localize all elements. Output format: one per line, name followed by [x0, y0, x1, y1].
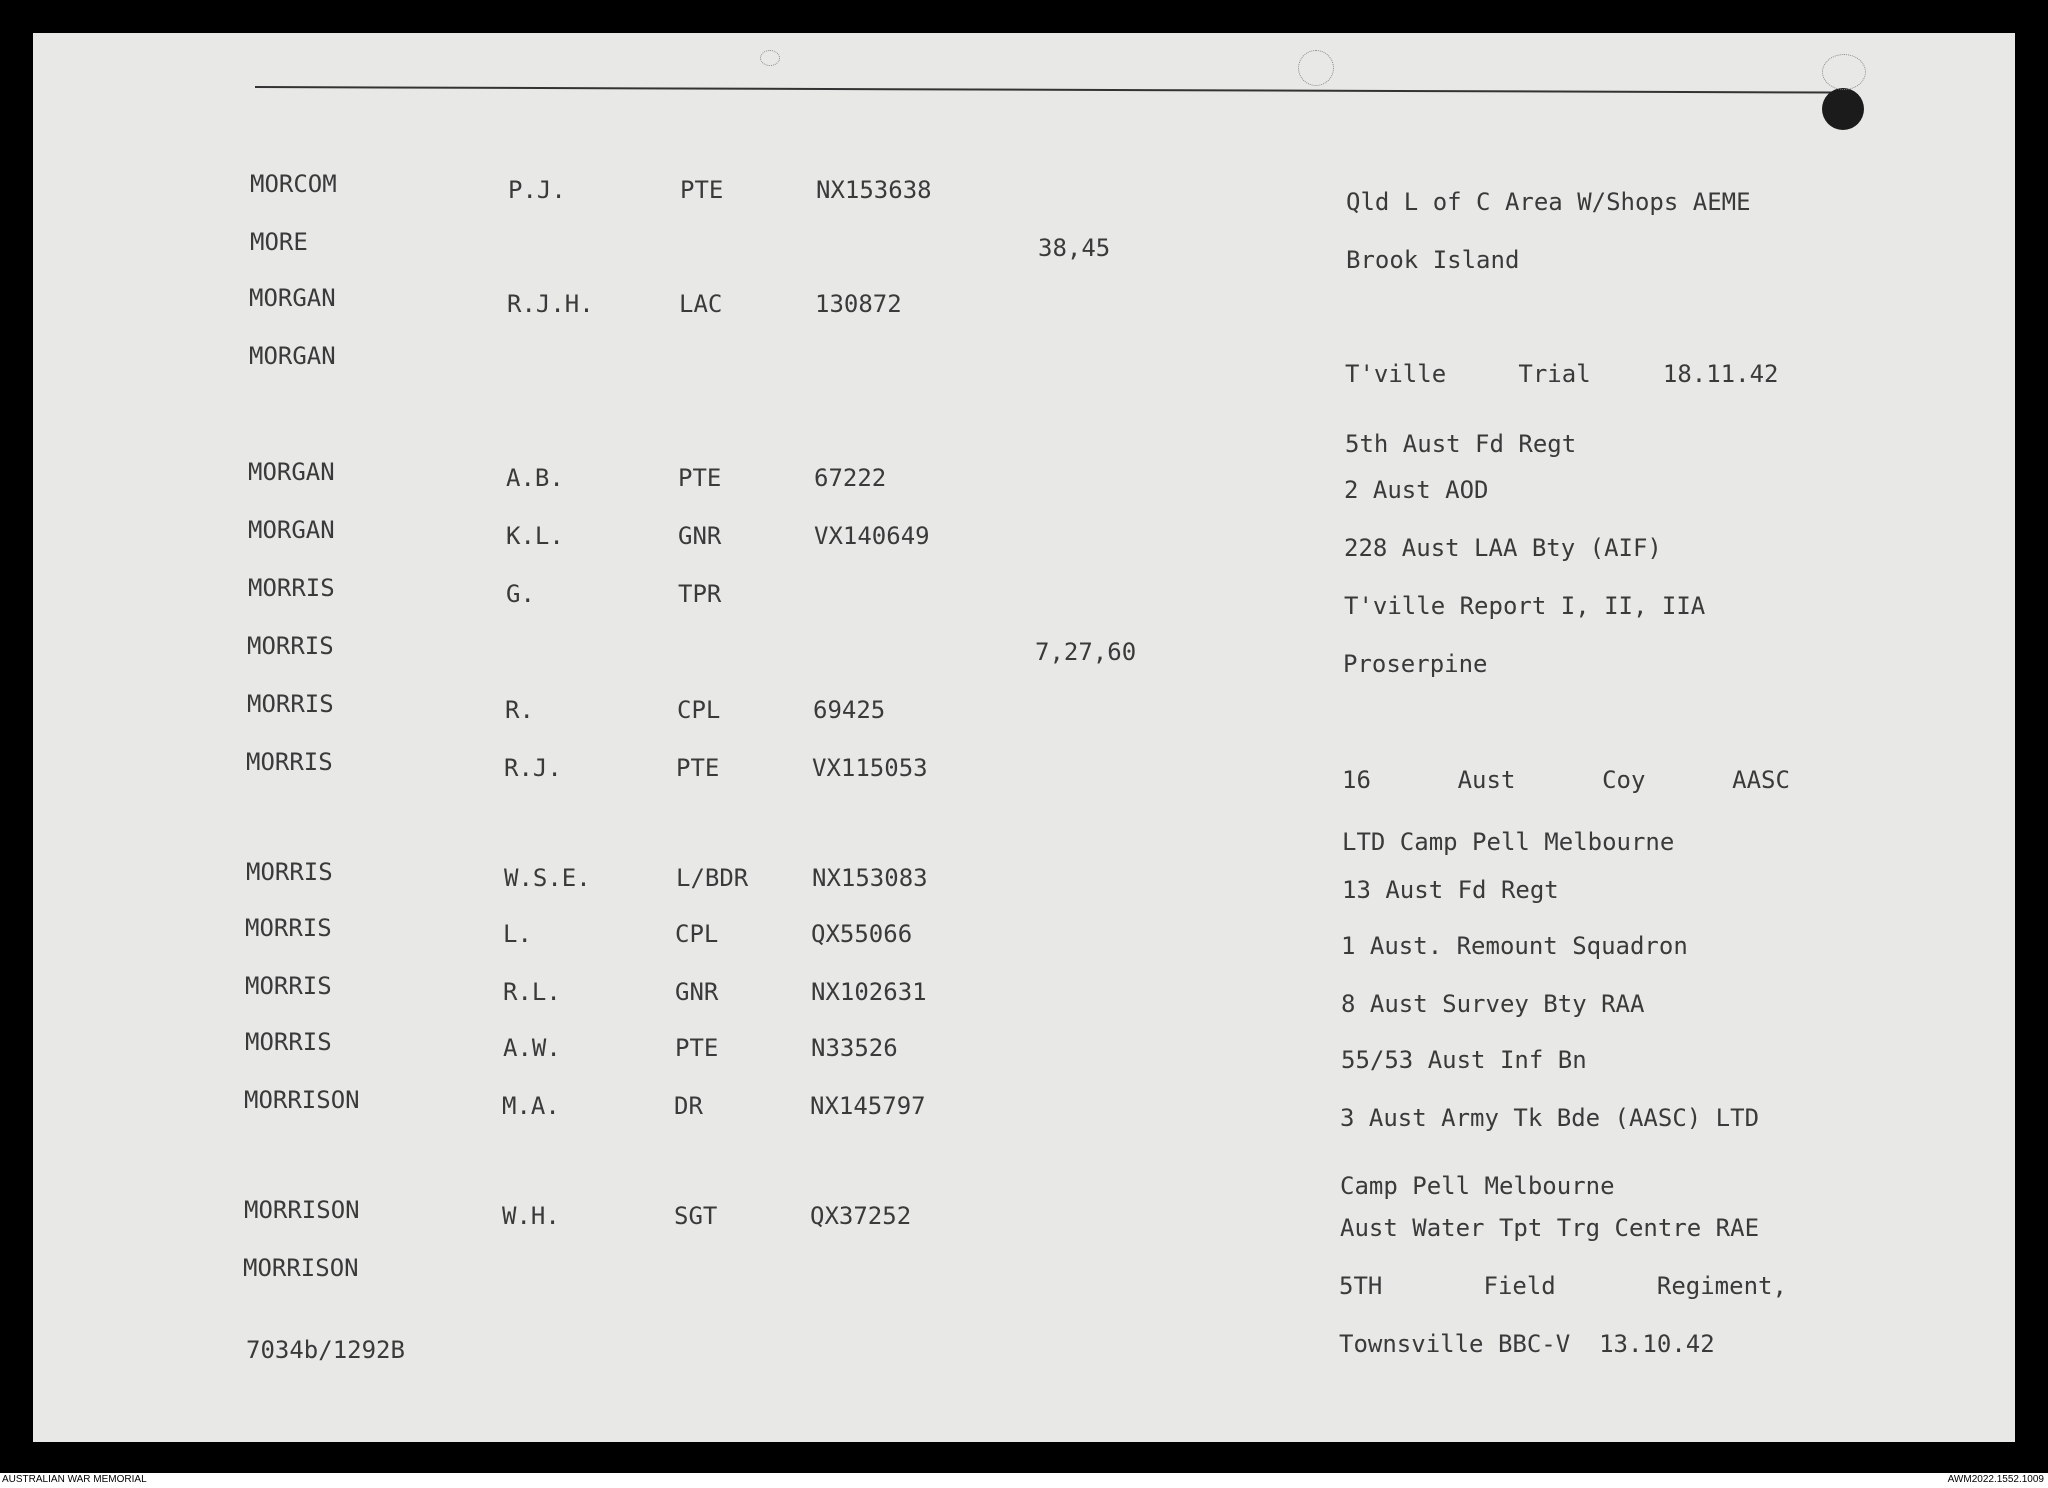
entry-rank: GNR — [675, 978, 719, 1006]
entry-unit: Townsville BBC-V 13.10.42 — [1339, 1330, 1715, 1358]
entry-unit: 2 Aust AOD — [1344, 476, 1489, 504]
entry-initials: A.W. — [503, 1034, 561, 1062]
entry-unit: 5TH Field Regiment, — [1339, 1272, 1787, 1300]
entry-pages: 7,27,60 — [1035, 638, 1137, 666]
entry-number: VX140649 — [814, 522, 930, 550]
entry-surname: MORRISON — [243, 1254, 359, 1282]
entry-initials: W.H. — [502, 1202, 560, 1230]
entry-unit: T'ville Report I, II, IIA — [1344, 592, 1706, 620]
entry-unit: 55/53 Aust Inf Bn — [1341, 1046, 1587, 1074]
entry-rank: LAC — [679, 290, 723, 318]
entry-number: N33526 — [811, 1034, 898, 1062]
entry-rank: TPR — [678, 580, 722, 608]
entry-unit: 8 Aust Survey Bty RAA — [1341, 990, 1645, 1018]
entry-number: 69425 — [813, 696, 886, 724]
entry-surname: MORRISON — [244, 1086, 360, 1114]
entry-initials: R. — [505, 696, 534, 724]
entry-surname: MORRIS — [245, 972, 332, 1000]
entry-initials: P.J. — [508, 176, 566, 204]
entry-surname: MORRIS — [248, 574, 335, 602]
entry-number: QX37252 — [810, 1202, 912, 1230]
entry-number: NX153638 — [816, 176, 932, 204]
entry-initials: R.L. — [503, 978, 561, 1006]
entry-number: 130872 — [815, 290, 902, 318]
footer-institution: AUSTRALIAN WAR MEMORIAL — [2, 1474, 147, 1485]
entry-unit: 5th Aust Fd Regt — [1345, 430, 1577, 458]
entry-surname: MORGAN — [248, 516, 335, 544]
entry-unit: Brook Island — [1346, 246, 1520, 274]
footer-bar — [0, 1473, 2048, 1488]
entry-unit: Aust Water Tpt Trg Centre RAE — [1340, 1214, 1760, 1242]
entry-rank: DR — [674, 1092, 703, 1120]
punch-hole — [1822, 88, 1864, 130]
paper-speck — [1822, 54, 1866, 90]
entry-initials: R.J. — [504, 754, 562, 782]
entry-surname: MORE — [250, 228, 308, 256]
entry-unit: 3 Aust Army Tk Bde (AASC) LTD — [1340, 1104, 1760, 1132]
entry-number: VX115053 — [812, 754, 928, 782]
reference-code: 7034b/1292B — [246, 1336, 405, 1364]
entry-rank: L/BDR — [676, 864, 749, 892]
entry-surname: MORRIS — [246, 858, 333, 886]
entry-surname: MORGAN — [249, 284, 336, 312]
entry-surname: MORCOM — [250, 170, 337, 198]
entry-number: NX145797 — [810, 1092, 926, 1120]
entry-rank: PTE — [675, 1034, 719, 1062]
entry-surname: MORRISON — [244, 1196, 360, 1224]
entry-unit: Proserpine — [1343, 650, 1488, 678]
paper-speck — [1298, 50, 1334, 86]
entry-surname: MORGAN — [248, 458, 335, 486]
entry-rank: GNR — [678, 522, 722, 550]
entry-unit: 16 Aust Coy AASC — [1342, 766, 1790, 794]
entry-unit: LTD Camp Pell Melbourne — [1342, 828, 1675, 856]
entry-surname: MORRIS — [245, 1028, 332, 1056]
entry-rank: CPL — [677, 696, 721, 724]
entry-rank: SGT — [674, 1202, 718, 1230]
entry-number: NX153083 — [812, 864, 928, 892]
entry-number: NX102631 — [811, 978, 927, 1006]
entry-surname: MORRIS — [247, 690, 334, 718]
entry-initials: A.B. — [506, 464, 564, 492]
entry-surname: MORRIS — [247, 632, 334, 660]
entry-initials: R.J.H. — [507, 290, 594, 318]
entry-rank: PTE — [680, 176, 724, 204]
entry-rank: CPL — [675, 920, 719, 948]
entry-initials: L. — [503, 920, 532, 948]
entry-unit: 13 Aust Fd Regt — [1342, 876, 1559, 904]
entry-initials: G. — [506, 580, 535, 608]
entry-surname: MORRIS — [245, 914, 332, 942]
entry-unit: 1 Aust. Remount Squadron — [1341, 932, 1688, 960]
footer-accession: AWM2022.1552.1009 — [1947, 1474, 2044, 1485]
entry-unit: T'ville Trial 18.11.42 — [1345, 360, 1779, 388]
entry-rank: PTE — [676, 754, 720, 782]
entry-initials: K.L. — [506, 522, 564, 550]
entry-surname: MORRIS — [246, 748, 333, 776]
entry-number: 67222 — [814, 464, 887, 492]
entry-initials: M.A. — [502, 1092, 560, 1120]
entry-rank: PTE — [678, 464, 722, 492]
entry-unit: Camp Pell Melbourne — [1340, 1172, 1615, 1200]
paper-speck — [760, 50, 780, 66]
entry-surname: MORGAN — [249, 342, 336, 370]
entry-unit: 228 Aust LAA Bty (AIF) — [1344, 534, 1662, 562]
entry-pages: 38,45 — [1038, 234, 1111, 262]
entry-number: QX55066 — [811, 920, 913, 948]
entry-unit: Qld L of C Area W/Shops AEME — [1346, 188, 1751, 216]
entry-initials: W.S.E. — [504, 864, 591, 892]
